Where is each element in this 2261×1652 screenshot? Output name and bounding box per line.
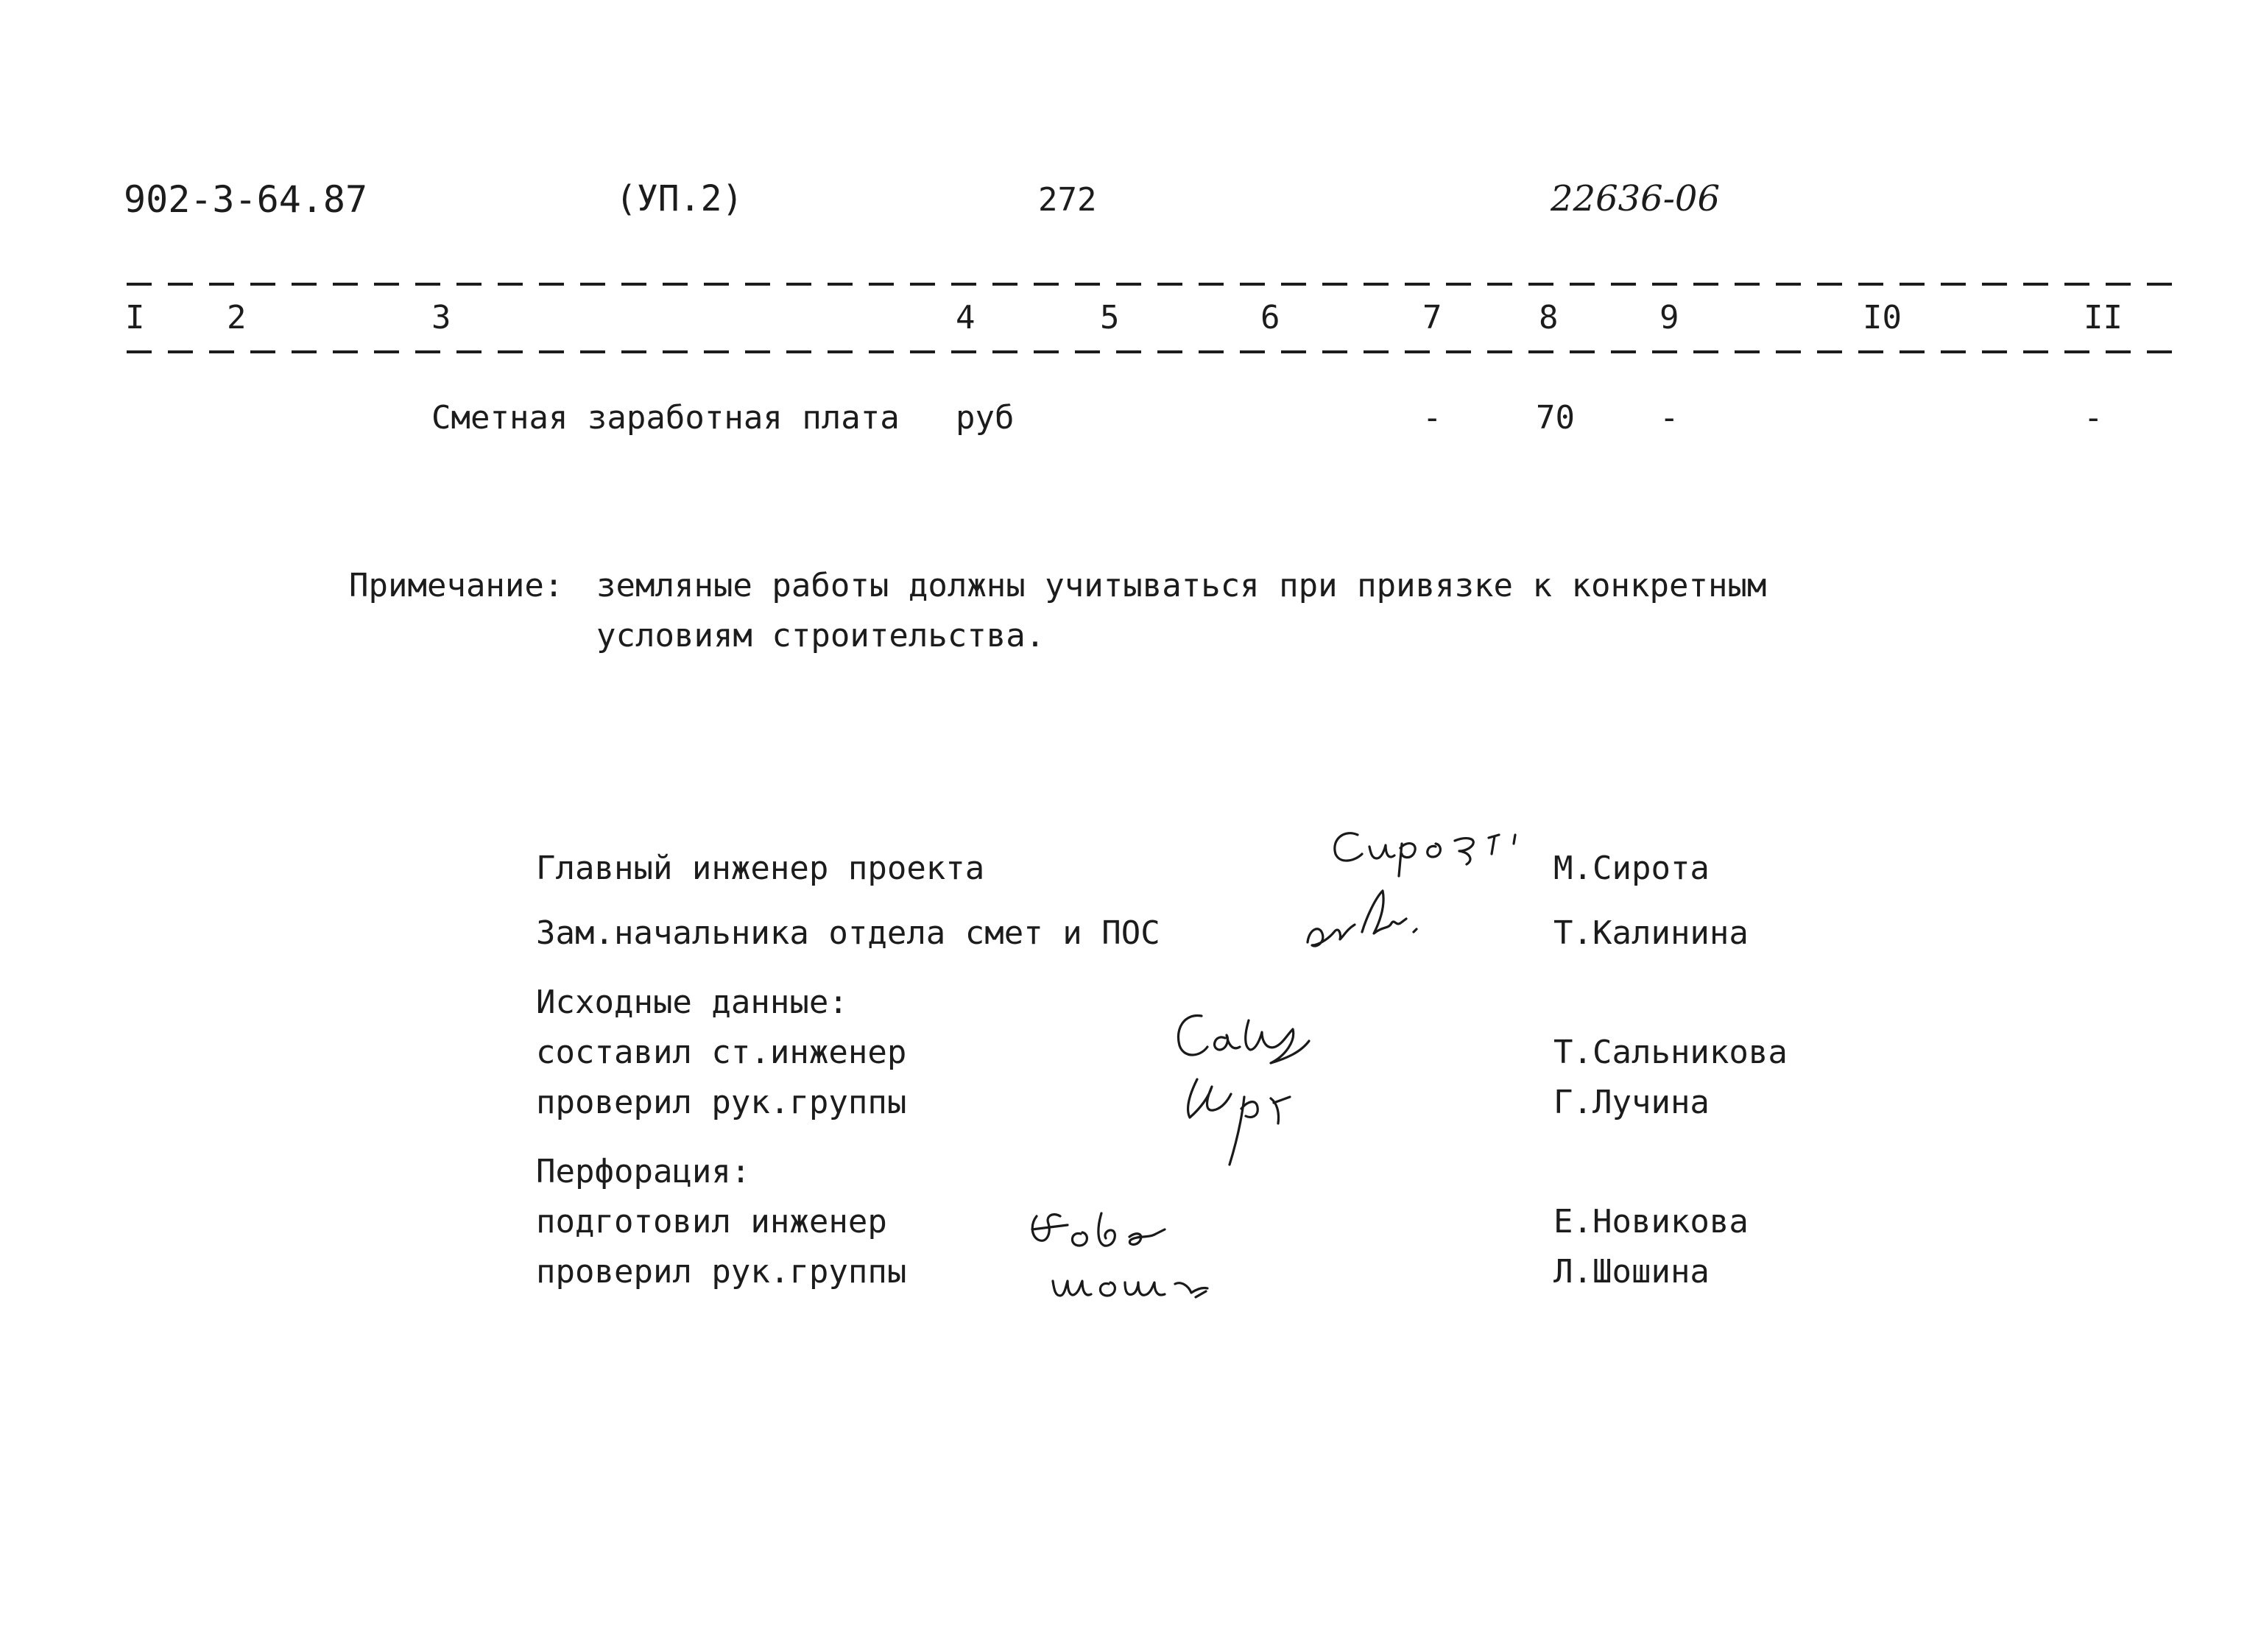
column-number: 9 bbox=[1659, 299, 1679, 336]
note-line-2: условиям строительства. bbox=[596, 617, 1045, 654]
deputy-head-title: Зам.начальника отдела смет и ПОС bbox=[536, 914, 1160, 952]
column-number: 7 bbox=[1422, 299, 1442, 336]
column-number: II bbox=[2084, 299, 2123, 336]
document-code: 902-3-64.87 bbox=[124, 178, 368, 221]
page-number: 272 bbox=[1038, 181, 1097, 219]
perforation-heading: Перфорация: bbox=[536, 1153, 751, 1190]
row-col11: - bbox=[2084, 399, 2103, 437]
note-line-1: земляные работы должны учитываться при привязке к конкретным bbox=[596, 567, 1767, 604]
prepared-by-title: подготовил инженер bbox=[536, 1203, 887, 1240]
table-header-rule bbox=[127, 350, 2187, 353]
compiled-by-name: Т.Сальникова bbox=[1553, 1034, 1788, 1071]
checked-by-title-2: проверил рук.группы bbox=[536, 1253, 907, 1291]
checked-by-title-1: проверил рук.группы bbox=[536, 1084, 907, 1121]
row-col7: - bbox=[1422, 399, 1442, 437]
signature-luchina bbox=[1168, 1065, 1308, 1175]
checked-by-name-2: Л.Шошина bbox=[1553, 1253, 1710, 1291]
column-number: 4 bbox=[956, 299, 976, 336]
column-number: 2 bbox=[227, 299, 247, 336]
chief-engineer-title: Главный инженер проекта bbox=[536, 850, 985, 887]
inventory-number: 22636-06 bbox=[1551, 178, 1720, 219]
chief-engineer-name: М.Сирота bbox=[1553, 850, 1710, 887]
column-number: 5 bbox=[1100, 299, 1120, 336]
column-number: 8 bbox=[1539, 299, 1559, 336]
compiled-by-title: составил ст.инженер bbox=[536, 1034, 907, 1071]
prepared-by-name: Е.Новикова bbox=[1553, 1203, 1749, 1240]
table-top-rule bbox=[127, 283, 2187, 286]
column-number: 6 bbox=[1260, 299, 1280, 336]
row-col9: - bbox=[1659, 399, 1679, 437]
row-unit: руб bbox=[956, 399, 1015, 437]
deputy-head-name: Т.Калинина bbox=[1553, 914, 1749, 952]
checked-by-name-1: Г.Лучина bbox=[1553, 1084, 1710, 1121]
signature-sirota bbox=[1325, 822, 1524, 880]
signature-kalinina bbox=[1303, 880, 1428, 954]
source-data-heading: Исходные данные: bbox=[536, 984, 848, 1021]
column-number: 3 bbox=[431, 299, 451, 336]
signature-shoshina bbox=[1038, 1252, 1222, 1310]
album-label: (УП.2) bbox=[615, 178, 744, 219]
note-label: Примечание: bbox=[349, 567, 564, 604]
column-number: I bbox=[125, 299, 145, 336]
row-name: Сметная заработная плата bbox=[431, 399, 900, 437]
row-col8: 70 bbox=[1536, 399, 1575, 437]
column-number: I0 bbox=[1863, 299, 1902, 336]
